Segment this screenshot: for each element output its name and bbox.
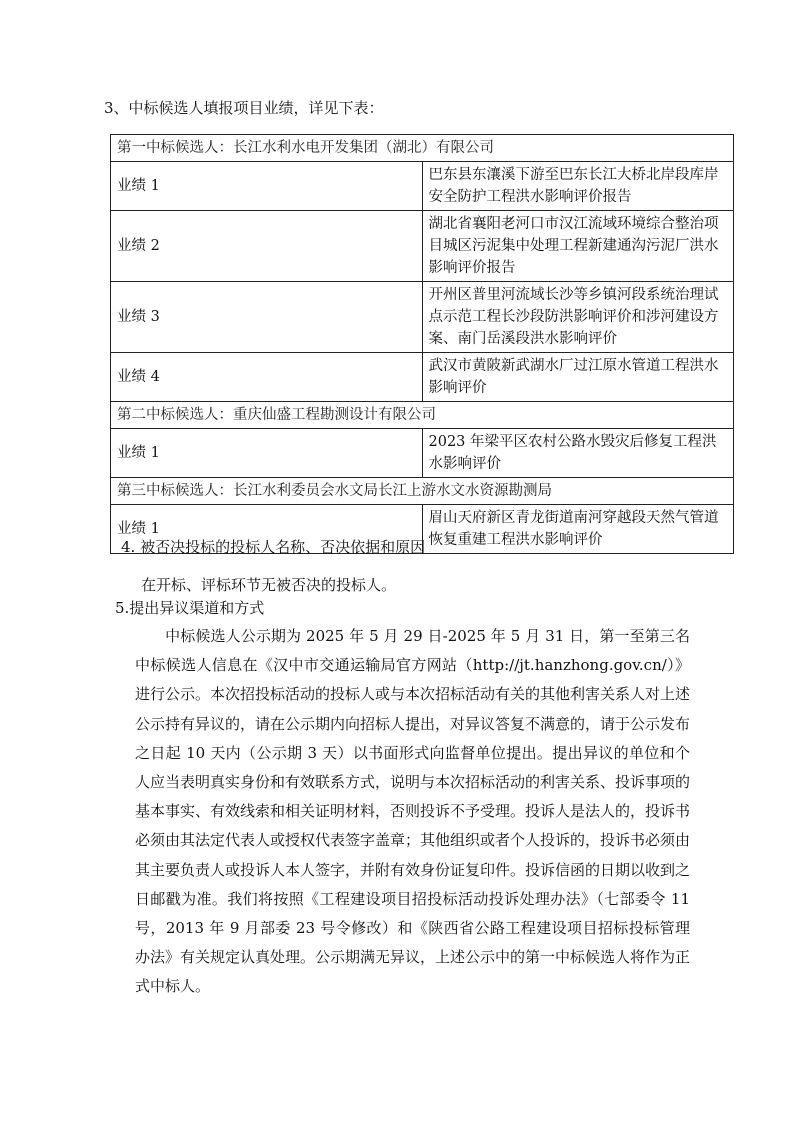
table-row	[111, 211, 734, 282]
section-4-title: 4. 被否决投标的投标人名称、否决依据和原因	[121, 538, 426, 556]
section-5-paragraph	[135, 622, 690, 1002]
candidate-1-name: 第一中标候选人：长江水利水电开发集团（湖北）有限公司	[111, 135, 734, 162]
candidate-row	[111, 135, 734, 162]
performance-label: 业绩 4	[111, 353, 423, 402]
performance-content: 开州区普里河流域长沙等乡镇河段系统治理试点示范工程长沙段防洪影响评价和涉河建设方案、南门岳溪段洪水影响评价	[422, 282, 734, 353]
performance-content: 2023 年梁平区农村公路水毁灾后修复工程洪水影响评价	[422, 429, 734, 478]
table-row	[111, 429, 734, 478]
performance-label: 业绩 1	[111, 505, 423, 554]
performance-label: 业绩 1	[111, 162, 423, 211]
candidate-row	[111, 402, 734, 429]
candidate-3-name: 第三中标候选人：长江水利委员会水文局长江上游水文水资源勘测局	[111, 478, 734, 505]
candidate-row	[111, 478, 734, 505]
section-3-title: 3、中标候选人填报项目业绩，详见下表：	[104, 99, 384, 117]
table-row	[111, 282, 734, 353]
performance-content: 武汉市黄陂新武湖水厂过江原水管道工程洪水影响评价	[422, 353, 734, 402]
performance-content: 湖北省襄阳老河口市汉江流域环境综合整治项目城区污泥集中处理工程新建通沟污泥厂洪水影响评价报告	[422, 211, 734, 282]
performance-table	[110, 134, 734, 554]
section-5-text: 中标候选人公示期为 2025 年 5 月 29 日-2025 年 5 月 31 日，第一至第三名中标候选人信息在《汉中市交通运输局官方网站（http://jt.hanzhong.gov.cn/）》进行公示。本次招投标活动的投标人或与本次招标活动有关的其他利害关系人对上述公示持有异议的，请在公示期内向招标人提出，对异议答复不满意的，请于公示发布之日起 10 天内（公示期 3 天）以书面形式向监督单位提出。提出异议的单位和个人应当表明真实身份和有效联系方式，说明与本次招标活动的利害关系、投诉事项的基本事实、有效线索和相关证明材料，否则投诉不予受理。投诉人是法人的，投诉书必须由其法定代表人或授权代表签字盖章；其他组织或者个人投诉的，投诉书必须由其主要负责人或投诉人本人签字，并附有效身份证复印件。投诉信函的日期以收到之日邮戳为准。我们将按照《工程建设项目招投标活动投诉处理办法》（七部委令 11 号，2013 年 9 月部委 23 号令修改）和《陕西省公路工程建设项目招标投标管理办法》有关规定认真处理。公示期满无异议，上述公示中的第一中标候选人将作为正式中标人。	[135, 627, 691, 996]
performance-label: 业绩 3	[111, 282, 423, 353]
performance-label: 业绩 1	[111, 429, 423, 478]
performance-content: 眉山天府新区青龙街道南河穿越段天然气管道恢复重建工程洪水影响评价	[422, 505, 734, 554]
table-row	[111, 353, 734, 402]
table-row	[111, 162, 734, 211]
performance-content: 巴东县东瀼溪下游至巴东长江大桥北岸段库岸安全防护工程洪水影响评价报告	[422, 162, 734, 211]
section-4-text: 在开标、评标环节无被否决的投标人。	[141, 576, 397, 594]
performance-label: 业绩 2	[111, 211, 423, 282]
section-5-title: 5.提出异议渠道和方式	[115, 599, 265, 617]
candidate-2-name: 第二中标候选人：重庆仙盛工程勘测设计有限公司	[111, 402, 734, 429]
